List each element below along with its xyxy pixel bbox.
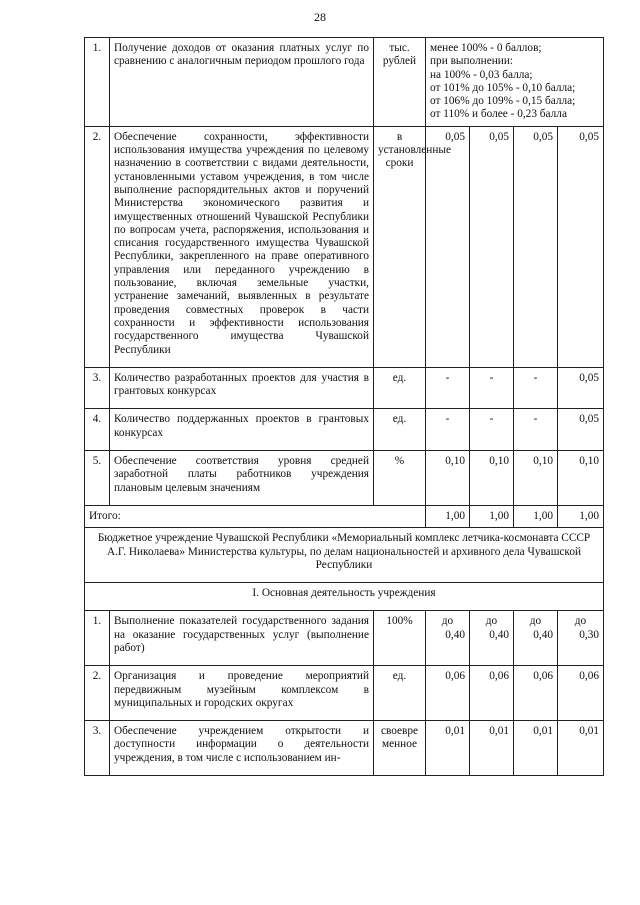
organization-row [85, 528, 604, 583]
row-value [470, 611, 514, 666]
row-value: 0,01 [558, 721, 604, 776]
row-value: 0,01 [426, 721, 470, 776]
page-number: 28 [314, 10, 326, 24]
table-row [85, 409, 604, 451]
row-number: 2. [85, 666, 110, 721]
row-value: - [426, 367, 470, 409]
total-row [85, 505, 604, 527]
organization-heading: Бюджетное учреждение Чувашской Республики «Мемориальный комплекс летчика-космонавта СССР А.Г. Николаева» Министерства культуры, по делам национальностей и архивного дела Чувашской Республики [85, 528, 604, 583]
row-number: 5. [85, 451, 110, 506]
row-value: - [470, 367, 514, 409]
row-value [426, 611, 470, 666]
table-row [85, 451, 604, 506]
criteria-line: менее 100% - 0 баллов; [430, 42, 542, 54]
table-row [85, 721, 604, 776]
row-value: 0,06 [470, 666, 514, 721]
row-unit: 100% [374, 611, 426, 666]
row-value: 0,10 [514, 451, 558, 506]
row-value: 0,01 [470, 721, 514, 776]
row-description: Обеспечение сохранности, эффективности использования имущества учреждения по целевому назначению в соответствии с видами деятельности, установленными уставом учреждения, в том числе выполнение распорядительных актов и поручений Министерства экономического развития и имущественных отношений Чувашской Республики по вопросам учета, распоряжения, использования и списания государственного имущества Чувашской Республики, закрепленного на праве оперативного управления или переданного учреждению в пользование, включая земельные участки, устранение замечаний, выявленных в результате проведения совместных проверок в части сохранности и эффективности использования государственного имущества Чувашской Республики [110, 126, 374, 367]
total-label: Итого: [85, 505, 426, 527]
total-value: 1,00 [470, 505, 514, 527]
row-value: 0,05 [470, 126, 514, 367]
row-number: 1. [85, 611, 110, 666]
row-value: - [514, 367, 558, 409]
row-description: Выполнение показателей государственного задания на оказание государственных услуг (выполнение работ) [110, 611, 374, 666]
row-unit: ед. [374, 666, 426, 721]
total-value: 1,00 [514, 505, 558, 527]
table-row [85, 126, 604, 367]
value-number: 0,40 [489, 628, 509, 641]
criteria-line: при выполнении: [430, 55, 514, 68]
row-value: 0,05 [558, 367, 604, 409]
table-row [85, 38, 604, 127]
row-value: 0,05 [558, 126, 604, 367]
row-unit: своевременное [374, 721, 426, 776]
row-description: Обеспечение соответствия уровня средней заработной платы работников учреждения плановым целевым значениям [110, 451, 374, 506]
value-prefix: до [529, 615, 542, 628]
row-unit: % [374, 451, 426, 506]
criteria-line: от 101% до 105% - 0,10 балла; [430, 81, 576, 94]
table-row [85, 666, 604, 721]
row-value: 0,05 [558, 409, 604, 451]
total-value: 1,00 [558, 505, 604, 527]
value-number: 0,30 [579, 628, 599, 641]
row-criteria [426, 38, 604, 127]
row-value: - [470, 409, 514, 451]
row-value: 0,05 [426, 126, 470, 367]
row-unit: в установленные сроки [374, 126, 426, 367]
criteria-line: от 106% до 109% - 0,15 балла; [430, 95, 576, 108]
value-number: 0,40 [445, 628, 465, 641]
value-prefix: до [485, 615, 498, 628]
value-prefix: до [574, 615, 587, 628]
row-value: 0,01 [514, 721, 558, 776]
row-value: - [514, 409, 558, 451]
criteria-table [84, 37, 604, 776]
row-value: 0,06 [426, 666, 470, 721]
row-value: - [426, 409, 470, 451]
criteria-line: от 110% и более - 0,23 балла [430, 108, 567, 121]
value-prefix: до [441, 615, 454, 628]
table-row [85, 611, 604, 666]
row-description: Организация и проведение мероприятий передвижным музейным комплексом в муниципальных и городских округах [110, 666, 374, 721]
row-value [558, 611, 604, 666]
value-number: 0,40 [533, 628, 553, 641]
row-value: 0,06 [514, 666, 558, 721]
section-row [85, 583, 604, 611]
row-unit: тыс. рублей [374, 38, 426, 127]
row-value [514, 611, 558, 666]
row-value: 0,06 [558, 666, 604, 721]
row-description: Получение доходов от оказания платных услуг по сравнению с аналогичным периодом прошлого года [110, 38, 374, 127]
row-description: Количество поддержанных проектов в грантовых конкурсах [110, 409, 374, 451]
row-number: 3. [85, 721, 110, 776]
row-number: 1. [85, 38, 110, 127]
row-description: Обеспечение учреждением открытости и доступности информации о деятельности учреждения, в том числе с использованием ин- [110, 721, 374, 776]
total-value: 1,00 [426, 505, 470, 527]
row-value: 0,05 [514, 126, 558, 367]
row-value: 0,10 [470, 451, 514, 506]
row-unit: ед. [374, 367, 426, 409]
criteria-line: на 100% - 0,03 балла; [430, 68, 533, 81]
row-number: 3. [85, 367, 110, 409]
table-row [85, 367, 604, 409]
row-number: 2. [85, 126, 110, 367]
row-description: Количество разработанных проектов для участия в грантовых конкурсах [110, 367, 374, 409]
section-title: I. Основная деятельность учреждения [85, 583, 604, 611]
row-value: 0,10 [558, 451, 604, 506]
row-unit: ед. [374, 409, 426, 451]
row-number: 4. [85, 409, 110, 451]
row-value: 0,10 [426, 451, 470, 506]
